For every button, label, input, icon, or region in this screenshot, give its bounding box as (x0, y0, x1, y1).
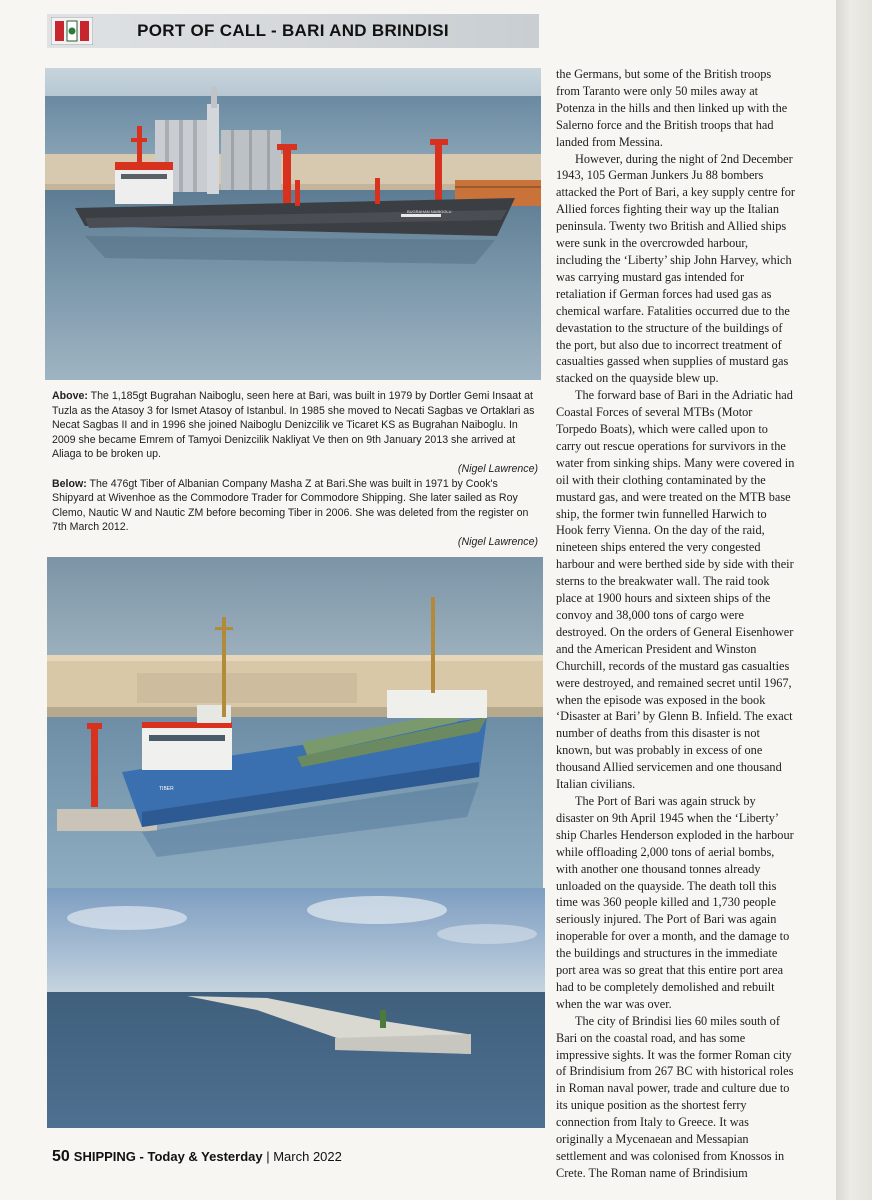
caption-below-text: The 476gt Tiber of Albanian Company Masha Z at Bari.She was built in 1971 by Cook's Shipyard at Wivenhoe as the Commodore Trader for Commodore Shipping. She later sailed as Roy Clemo, Nautic W and Nautic ZM before becoming Tiber in 2006. She was deleted from the register on 7th March 2012. (52, 477, 529, 534)
caption-above-credit: (Nigel Lawrence) (457, 462, 538, 475)
photo-tiber (47, 557, 543, 888)
top-ship-nameboard: BUGRAHAN NAIBOGLU (407, 209, 452, 214)
magazine-subtitle: - Today & Yesterday (135, 1149, 263, 1164)
page-title: PORT OF CALL - BARI AND BRINDISI (137, 21, 449, 40)
page-gutter (836, 0, 872, 1200)
photo-brindisi-pier (47, 888, 545, 1128)
issue-date: March 2022 (273, 1149, 342, 1164)
article-paragraph: The forward base of Bari in the Adriatic had Coastal Forces of several MTBs (Motor Torpedo Boats), which were called upon to carry out rescue operations for survivors in the water from sinking ships. Many were covered in oil with their clothing contaminated by the mustard gas, and were treated on the MTB base ship, the former twin funnelled Harwich to Hook ferry Vienna. On the day of the raid, nineteen ships entered the very congested harbour and were berthed side by side with their sterns to the breakwater wall. The raid took place at 1900 hours and sixteen ships of the convoy and 38,000 tons of cargo were destroyed. On the orders of General Eisenhower and the American President and Winston Churchill, records of the mustard gas casualties were destroyed, and remained secret until 1967, when the episode was exposed in the book ‘Disaster at Bari’ by Glenn B. Infield. The exact number of deaths from this disaster is not known, but was probably in excess of one thousand Allied servicemen and one thousand Italian civilians. (556, 388, 795, 792)
article-paragraph: The city of Brindisi lies 60 miles south of Bari on the coastal road, and has some impressive sights. It was the former Roman city of Brindisium from 267 BC with historical roles in Roman naval power, trade and culture due to its unique position as the shortest ferry connection from Italy to Greece. It was originally a Mycenaean and Messapian settlement and was colonised from Knossos in Crete. The Roman name of Brindisium (556, 1013, 794, 1180)
middle-ship-nameboard: TIBER (159, 786, 174, 792)
article-body (556, 66, 796, 1182)
footer-separator: | (262, 1149, 274, 1164)
magazine-name: SHIPPING (73, 1149, 136, 1164)
section-header (47, 14, 539, 48)
page-footer (52, 1148, 342, 1166)
caption-above (52, 389, 538, 462)
article-paragraph: the Germans, but some of the British troops from Taranto were only 50 miles away at Potenza in the hills and then linked up with the Salerno force and the British troops that had landed from Messina. (556, 67, 788, 149)
caption-above-text: The 1,185gt Bugrahan Naiboglu, seen here at Bari, was built in 1979 by Dortler Gemi Insaat at Tuzla as the Atasoy 3 for Ismet Atasoy of Istanbul. In 1985 she moved to Necati Sagbas ve Ortaklari as Necat Sagbas II and in 1996 she joined Naiboglu Denizcilik ve Ticaret KS as Bugrahan Naiboglu. In 2009 she became Emrem of Tamyoi Denizcilik Nakliyat Ve then on 9th January 2013 she arrived at Aliaga to be broken up. (52, 390, 535, 461)
article-paragraph: The Port of Bari was again struck by disaster on 9th April 1945 when the ‘Liberty’ ship Charles Henderson exploded in the harbour while offloading 2,000 tons of aerial bombs, with another one thousand tonnes already unloaded on the quayside. The death toll this time was 360 people killed and 1,730 people seriously injured. The Port of Bari was again inoperable for over a month, and the damage to the buildings and structures in the immediate port area was so great that this entire port area had to be completely demolished and rebuilt when the war was over. (556, 793, 794, 1011)
caption-below-label: Below: (52, 477, 87, 490)
caption-below (52, 477, 538, 535)
article-paragraph: However, during the night of 2nd December 1943, 105 German Junkers Ju 88 bombers attacked the Port of Bari, a key supply centre for Allied forces fighting their way up the Italian peninsula. Twenty two British and Allied ships were sunk in the overcrowded harbour, including the ‘Liberty’ ship John Harvey, which was carrying mustard gas intended for retaliation if German forces had used gas as chemical warfare. Fatalities occurred due to the devastation to the structure of the buildings of the port, but also due to incorrect treatment of casualties gassed when supplies of mustard gas stacked on the quayside blew up. (556, 151, 796, 386)
caption-above-label: Above: (52, 390, 88, 402)
photo-captions (52, 389, 538, 569)
photo-bugrahan-naiboglu (45, 68, 541, 380)
caption-below-credit: (Nigel Lawrence) (457, 535, 538, 548)
page-number: 50 (52, 1148, 70, 1165)
